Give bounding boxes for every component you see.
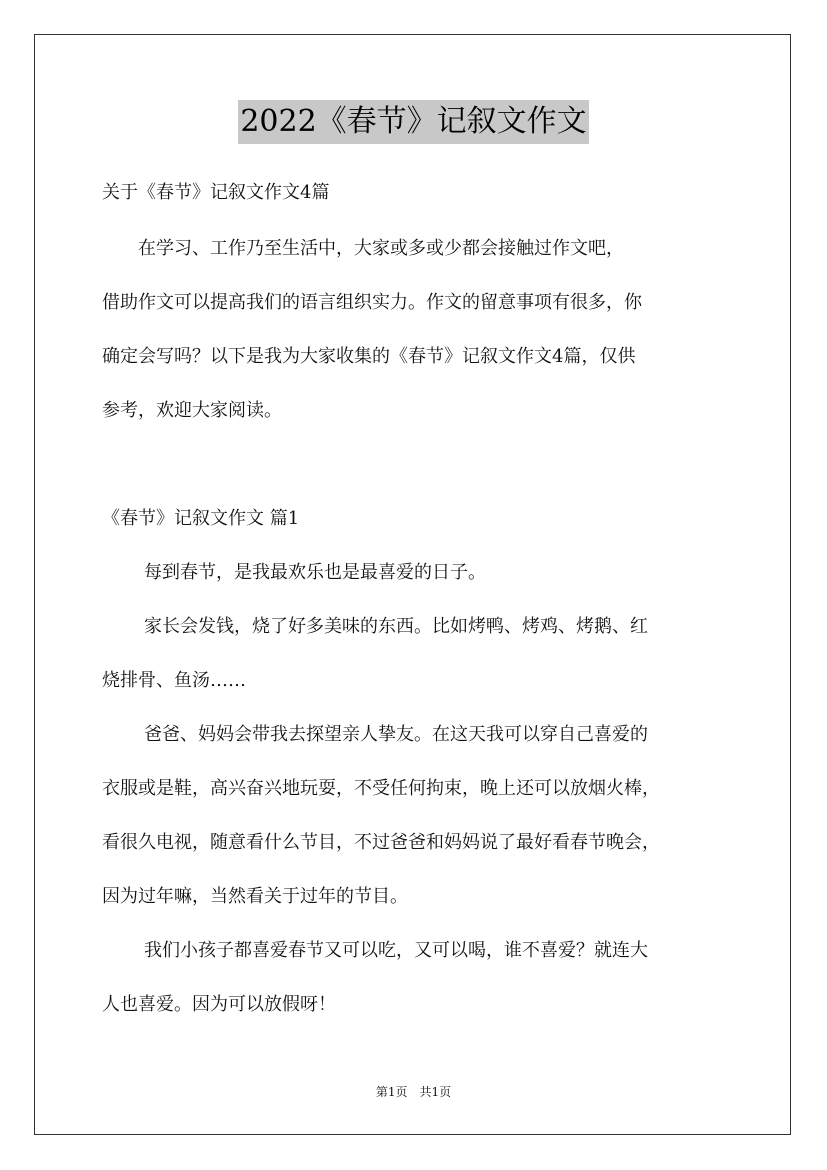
body-line: 因为过年嘛，当然看关于过年的节目。 xyxy=(102,886,408,907)
body-line: 烧排骨、鱼汤…… xyxy=(102,670,246,691)
title-container xyxy=(0,100,827,144)
document-subtitle: 关于《春节》记叙文作文4篇 xyxy=(102,182,330,203)
body-line: 看很久电视，随意看什么节目，不过爸爸和妈妈说了最好看春节晚会， xyxy=(102,832,660,853)
body-line: 爸爸、妈妈会带我去探望亲人挚友。在这天我可以穿自己喜爱的 xyxy=(144,724,648,745)
body-line: 家长会发钱，烧了好多美味的东西。比如烤鸭、烤鸡、烤鹅、红 xyxy=(144,616,648,637)
section-heading: 《春节》记叙文作文 篇1 xyxy=(102,508,300,529)
body-line: 每到春节，是我最欢乐也是最喜爱的日子。 xyxy=(144,562,486,583)
intro-line: 确定会写吗？以下是我为大家收集的《春节》记叙文作文4篇，仅供 xyxy=(102,346,636,367)
intro-line: 参考，欢迎大家阅读。 xyxy=(102,400,282,421)
intro-line: 借助作文可以提高我们的语言组织实力。作文的留意事项有很多，你 xyxy=(102,292,642,313)
body-line: 我们小孩子都喜爱春节又可以吃，又可以喝，谁不喜爱？就连大 xyxy=(144,940,648,961)
body-line: 人也喜爱。因为可以放假呀！ xyxy=(102,994,336,1015)
document-title: 2022《春节》记叙文作文 xyxy=(238,100,588,144)
page-footer: 第1页 共1页 xyxy=(375,1085,452,1099)
intro-line: 在学习、工作乃至生活中，大家或多或少都会接触过作文吧， xyxy=(102,238,624,259)
body-line: 衣服或是鞋，高兴奋兴地玩耍，不受任何拘束，晚上还可以放烟火棒， xyxy=(102,778,660,799)
